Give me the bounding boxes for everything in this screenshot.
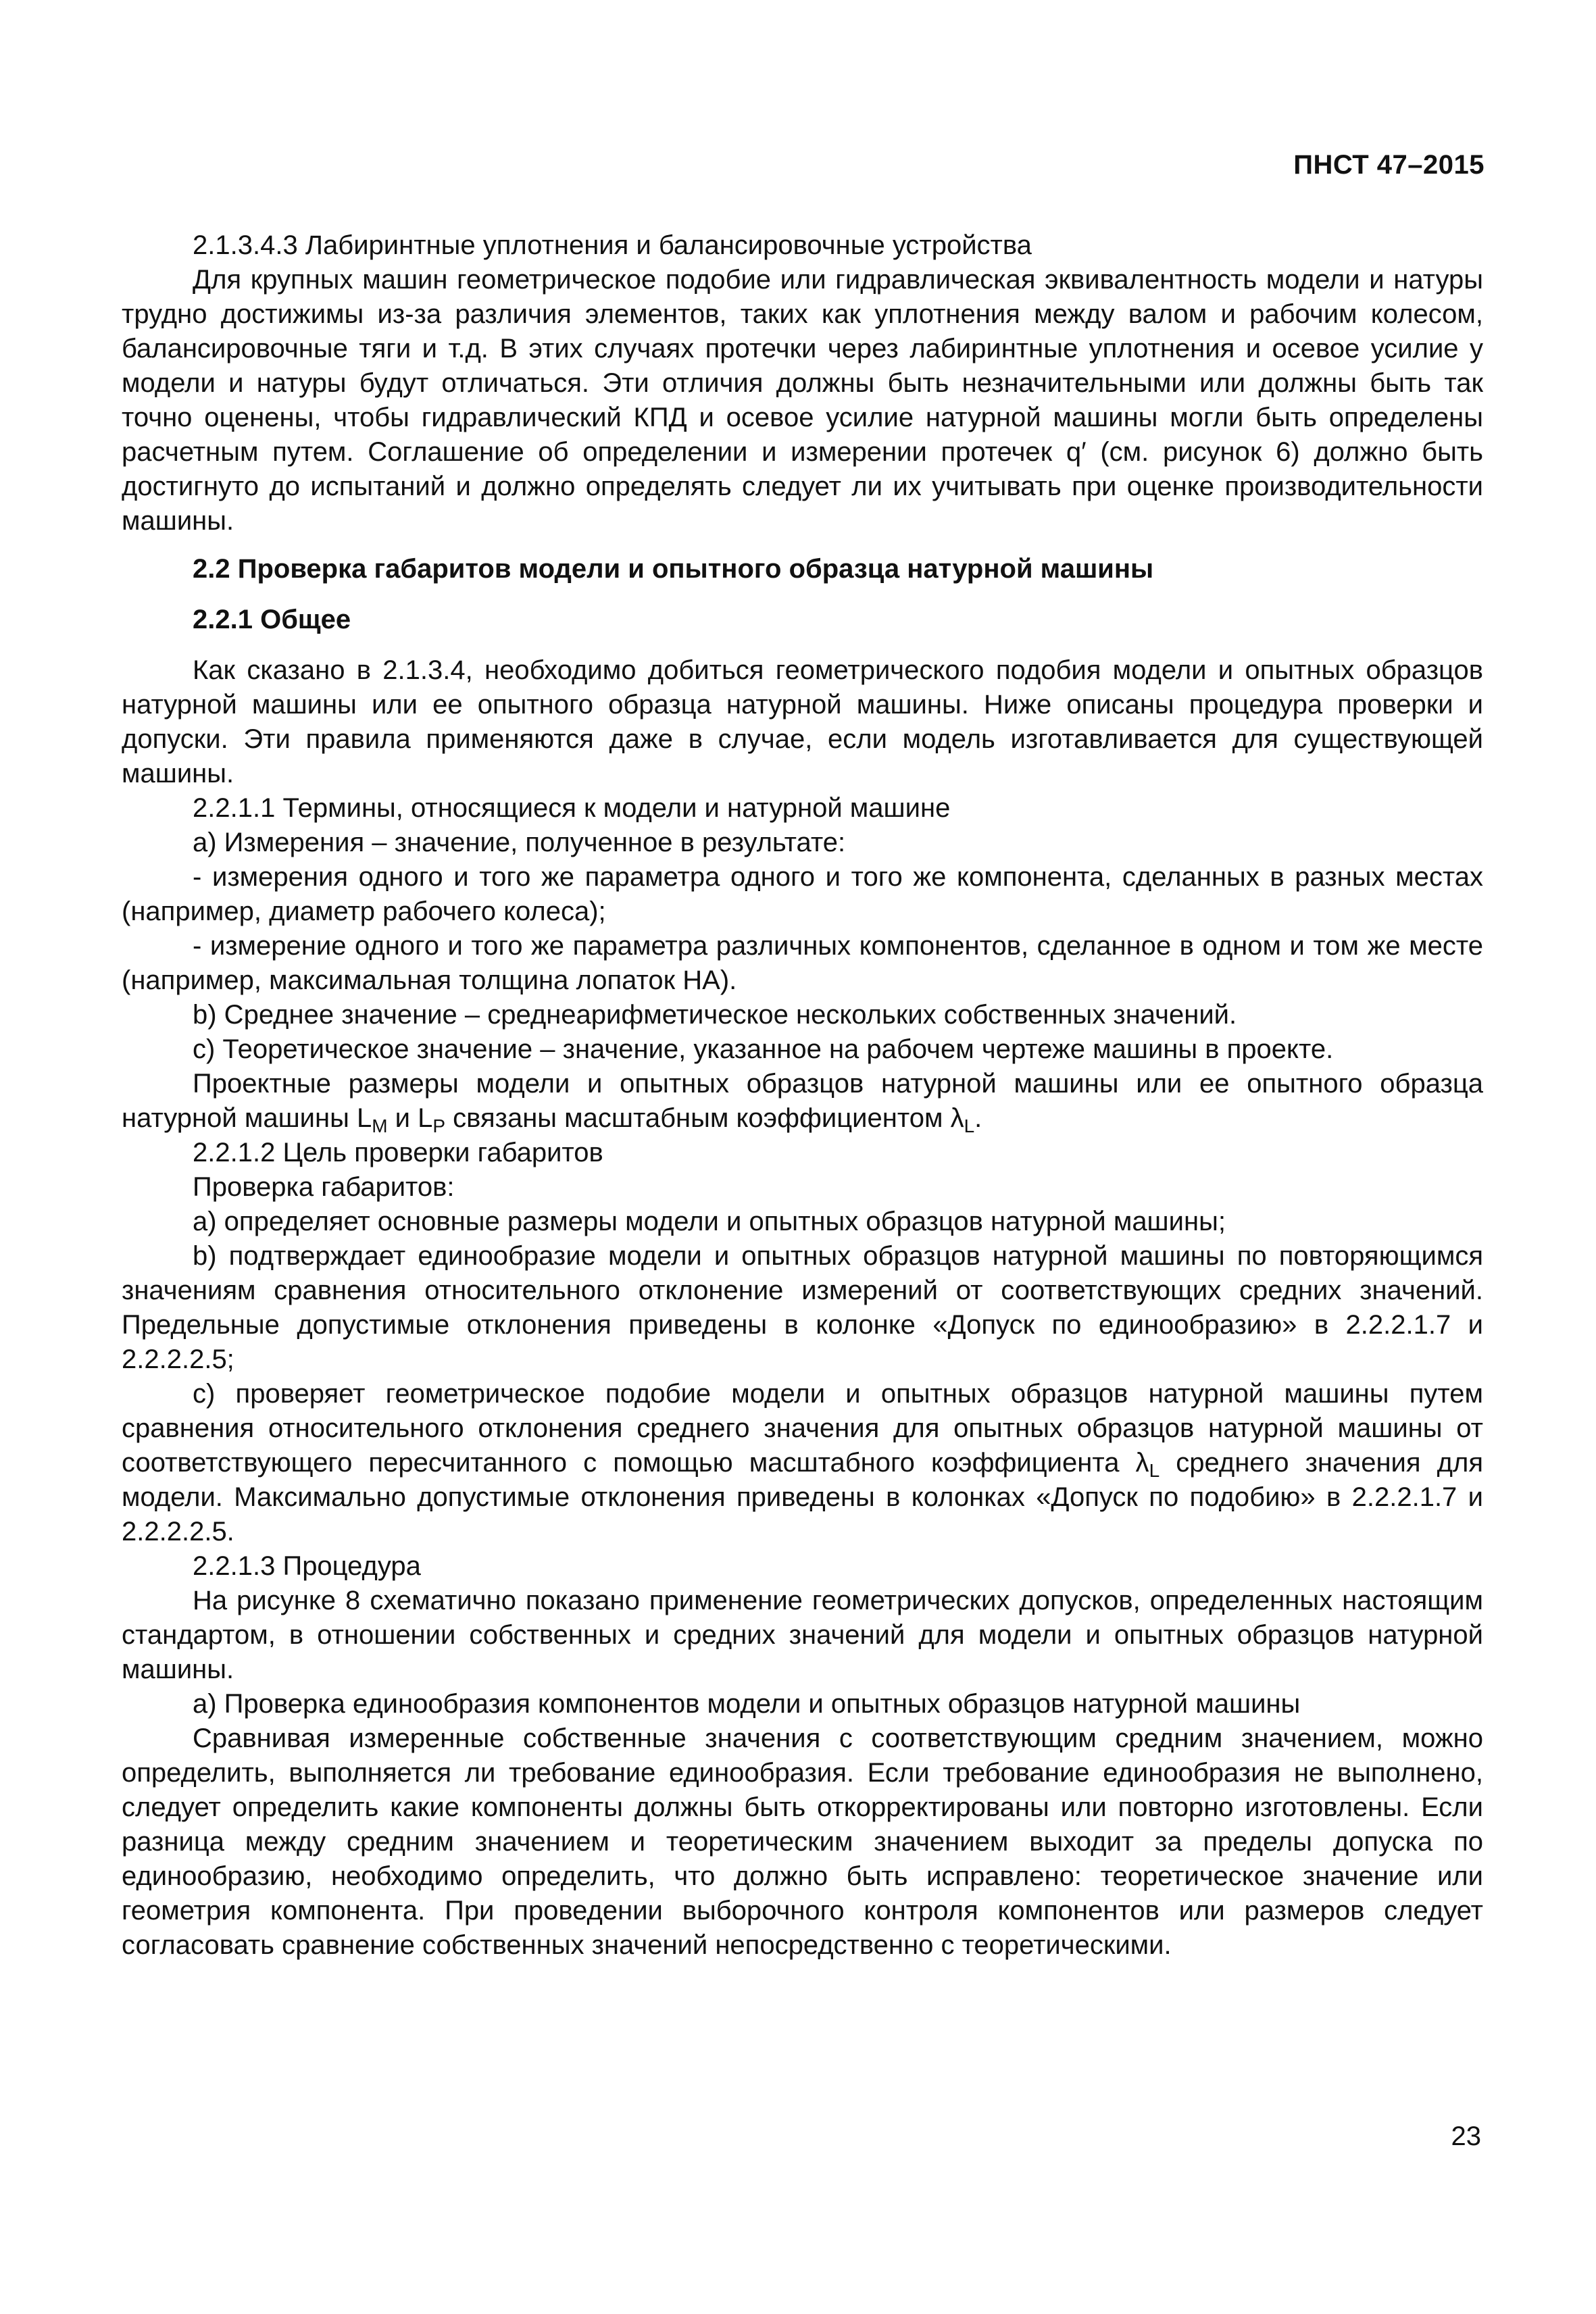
page-number: 23 — [1451, 2121, 1481, 2151]
subsection-heading: 2.2.1 Общее — [193, 605, 351, 634]
paragraph-list-item: a) Проверка единообразия компонентов модели и опытных образцов натурной машины — [193, 1689, 1301, 1719]
paragraph-section-title: 2.1.3.4.3 Лабиринтные уплотнения и балансировочные устройства — [193, 230, 1032, 260]
text-fragment: связаны масштабным коэффициентом λ — [445, 1103, 964, 1133]
paragraph-clause-title: 2.2.1.1 Термины, относящиеся к модели и натурной машине — [193, 793, 951, 823]
paragraph-list-item: - измерение одного и того же параметра различных компонентов, сделанное в одном и том же месте (например, максимальная толщина лопаток НА). — [122, 931, 1483, 995]
paragraph-text: Для крупных машин геометрическое подобие или гидравлическая эквивалентность модели и натуры трудно достижимы из-за различия элементов, таких как уплотнения между валом и рабочим колесом, балансировочные тяги и т.д. В этих случаях протечки через лабиринтные уплотнения и осевое усилие у модели и натуры будут отличаться. Эти отличия должны быть незначительными или должны быть так точно оценены, чтобы гидравлический КПД и осевое усилие натурной машины могли быть определены расчетным путем. Соглашение об определении и измерении протечек q′ (см. рисунок 6) должно быть достигнуто до испытаний и должно определять следует ли их учитывать при оценке производительности машины. — [122, 265, 1483, 536]
paragraph-text: Как сказано в 2.1.3.4, необходимо добиться геометрического подобия модели и опытных образцов натурной машины или ее опытного образца натурной машины. Ниже описаны процедура проверки и допуски. Эти правила применяются даже в случае, если модель изготавливается для существующей машины. — [122, 655, 1483, 788]
paragraph-list-item: a) определяет основные размеры модели и опытных образцов натурной машины; — [193, 1207, 1226, 1236]
paragraph-text: На рисунке 8 схематично показано применение геометрических допусков, определенных настоящим стандартом, в отношении собственных и средних значений для модели и опытных образцов натурной машины. — [122, 1586, 1483, 1684]
document-code: ПНСТ 47–2015 — [1293, 150, 1485, 180]
paragraph-list-item: b) Среднее значение – среднеарифметическое нескольких собственных значений. — [193, 1000, 1237, 1030]
subscript: M — [372, 1115, 388, 1136]
paragraph-list-item: c) Теоретическое значение – значение, указанное на рабочем чертеже машины в проекте. — [193, 1034, 1334, 1064]
paragraph-list-item: a) Измерения – значение, полученное в результате: — [193, 828, 846, 857]
subscript: L — [964, 1115, 975, 1136]
paragraph-list-item: b) подтверждает единообразие модели и опытных образцов натурной машины по повторяющимся значениям сравнения относительного отклонение измерений от соответствующих средних значений. Предельные допустимые отклонения приведены в колонке «Допуск по единообразию» в 2.2.2.1.7 и 2.2.2.2.5; — [122, 1241, 1483, 1374]
paragraph-scale-factor — [122, 1067, 1483, 1136]
text-fragment: . — [974, 1103, 982, 1133]
paragraph-list-item — [122, 1377, 1483, 1549]
paragraph-list-item: - измерения одного и того же параметра одного и того же компонента, сделанных в разных местах (например, диаметр рабочего колеса); — [122, 862, 1483, 926]
text-fragment: c) проверяет геометрическое подобие модели и опытных образцов натурной машины путем сравнения относительного отклонения среднего значения для опытных образцов натурной машины от соответствующего пересчитанного с помощью масштабного коэффициента λ — [122, 1379, 1483, 1478]
text-fragment: Проектные размеры модели и опытных образцов натурной машины или ее опытного образца натурной машины L — [122, 1069, 1483, 1133]
subscript: L — [1149, 1460, 1160, 1481]
text-fragment: среднего значения для модели. Максимально допустимые отклонения приведены в колонках «Допуск по подобию» в 2.2.2.1.7 и 2.2.2.2.5. — [122, 1448, 1483, 1546]
text-fragment: и L — [387, 1103, 433, 1133]
paragraph-text: Проверка габаритов: — [193, 1172, 455, 1202]
section-heading: 2.2 Проверка габаритов модели и опытного образца натурной машины — [193, 554, 1154, 584]
paragraph-clause-title: 2.2.1.2 Цель проверки габаритов — [193, 1138, 603, 1167]
paragraph-text: Сравнивая измеренные собственные значения с соответствующим средним значением, можно определить, выполняется ли требование единообразия. Если требование единообразия не выполнено, следует определить какие компоненты должны быть откорректированы или повторно изготовлены. Если разница между средним значением и теоретическим значением выходит за пределы допуска по единообразию, необходимо определить, что должно быть исправлено: теоретическое значение или геометрия компонента. При проведении выборочного контроля компонентов или размеров следует согласовать сравнение собственных значений непосредственно с теоретическими. — [122, 1724, 1483, 1960]
document-body — [122, 228, 1483, 1963]
paragraph-clause-title: 2.2.1.3 Процедура — [193, 1551, 421, 1581]
subscript: P — [432, 1115, 446, 1136]
